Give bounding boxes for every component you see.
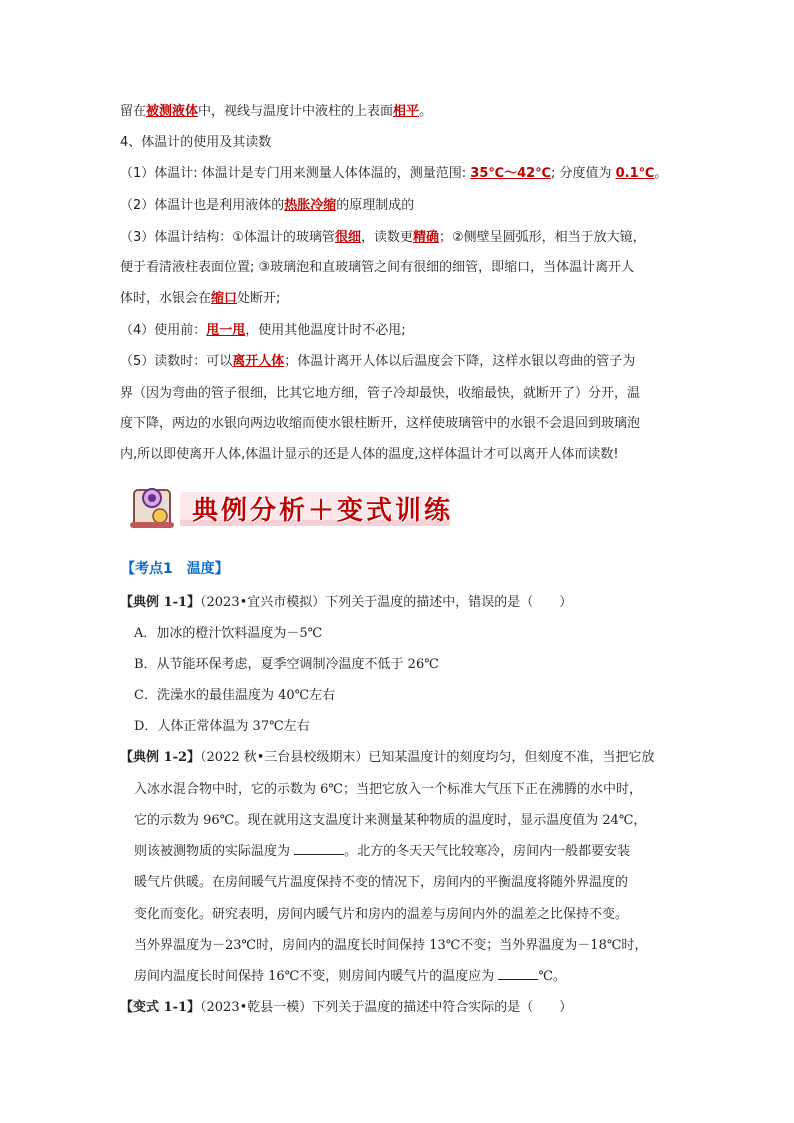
option-c: C．洗澡水的最佳温度为 40℃左右 [134, 688, 336, 703]
note-p3a [120, 228, 646, 248]
keyword-division: 0.1℃ [615, 166, 655, 181]
answer-blank-2[interactable] [498, 967, 538, 980]
keyword: 热胀冷缩 [284, 198, 337, 213]
keyword: 甩一甩 [206, 323, 246, 338]
text: （1）体温计: 体温计是专门用来测量人体体温的，测量范围: [120, 166, 471, 181]
text: ; 分度值为 [550, 166, 616, 181]
banner-title: 典例分析＋变式训练 [192, 496, 454, 526]
text: ，读数更 [360, 230, 413, 245]
text: （4）使用前： [120, 323, 207, 338]
section-4-heading: 4、体温计的使用及其读数 [120, 135, 272, 150]
text: 。 [419, 104, 433, 119]
example-1-2-line-3: 它的示数为 96℃。现在就用这支温度计来测量某种物质的温度时，显示温度值为 24℃， [134, 813, 647, 828]
example-1-2-line-2: 入冰水混合物中时，它的示数为 6℃；当把它放入一个标准大气压下正在沸腾的水中时， [134, 782, 642, 797]
example-1-2-line-5: 暖气片供暖。在房间暖气片温度保持不变的情况下，房间内的平衡温度将随外界温度的 [134, 875, 629, 890]
note-line-1 [120, 102, 432, 122]
text: 。 [654, 166, 668, 181]
text: 的原理制成的 [336, 198, 415, 213]
keyword-range: 35℃～42℃ [470, 166, 551, 181]
example-tag: 【典例 1-2】 [120, 750, 201, 765]
option-a: A．加冰的橙汁饮料温度为－5℃ [134, 626, 323, 641]
text: （3）体温计结构：①体温计的玻璃管 [120, 230, 335, 245]
note-p2 [120, 196, 414, 216]
example-1-1-stem [120, 593, 572, 613]
text: 。北方的冬天天气比较寒冷，房间内一般都要安装 [344, 844, 631, 859]
text: （2023•宜兴市模拟）下列关于温度的描述中，错误的是（ ） [200, 595, 573, 610]
note-p3b: 便于看清液柱表面位置; ③玻璃泡和直玻璃管之间有很细的细管，即缩口，当体温计离开人 [120, 260, 635, 275]
option-b: B．从节能环保考虑，夏季空调制冷温度不低于 26℃ [134, 657, 439, 672]
option-d: D．人体正常体温为 37℃左右 [134, 719, 310, 734]
example-1-2-line-1 [120, 748, 654, 768]
keyword: 缩口 [211, 291, 238, 306]
keyword: 相平 [393, 104, 420, 119]
note-p1 [120, 164, 667, 184]
text: ；②侧壁呈圆弧形，相当于放大镜， [438, 230, 646, 245]
note-p3c [120, 289, 280, 309]
text: 房间内温度长时间保持 16℃不变，则房间内暖气片的温度应为 [134, 969, 499, 984]
text: ；体温计离开人体以后温度会下降，这样水银以弯曲的管子为 [284, 354, 636, 369]
keyword: 很细 [334, 230, 361, 245]
text: （5）读数时：可以 [120, 354, 233, 369]
text: 中，视线与温度计中液柱的上表面 [198, 104, 394, 119]
note-p5c: 度下降，两边的水银向两边收缩而使水银柱断开，这样使玻璃管中的水银不会退回到玻璃泡 [120, 416, 641, 431]
keyword: 精确 [412, 230, 439, 245]
section-banner [124, 484, 464, 530]
text: ℃。 [538, 969, 566, 984]
example-1-2-line-6: 变化而变化。研究表明，房间内暖气片和房内的温差与房间内外的温差之比保持不变。 [134, 907, 629, 922]
text: （2022 秋•三台县校级期末）已知某温度计的刻度均匀，但刻度不准，当把它放 [200, 750, 655, 765]
note-p5a [120, 352, 635, 372]
keyword: 离开人体 [232, 354, 285, 369]
text: （2）体温计也是利用液体的 [120, 198, 285, 213]
note-p5b: 界（因为弯曲的管子很细，比其它地方细，管子冷却最快，收缩最快，就断开了）分开，温 [120, 386, 641, 401]
text: （2023•乾县一模）下列关于温度的描述中符合实际的是（ ） [200, 1000, 573, 1015]
text: 则该被测物质的实际温度为 [134, 844, 295, 859]
answer-blank-1[interactable] [294, 842, 344, 855]
variant-tag: 【变式 1-1】 [120, 1000, 201, 1015]
topic-heading: 【考点1 温度】 [121, 561, 229, 577]
note-p5d: 内,所以即使离开人体,体温计显示的还是人体的温度,这样体温计才可以离开人体而读数! [120, 447, 619, 462]
scroll-icon [126, 484, 180, 530]
example-tag: 【典例 1-1】 [120, 595, 201, 610]
text: 处断开; [237, 291, 281, 306]
example-1-2-line-4 [134, 842, 630, 862]
text: 留在 [120, 104, 147, 119]
keyword: 被测液体 [146, 104, 199, 119]
text: 体时，水银会在 [120, 291, 212, 306]
note-p4 [120, 321, 406, 341]
text: ，使用其他温度计时不必甩; [245, 323, 406, 338]
example-1-2-line-7: 当外界温度为－23℃时，房间内的温度长时间保持 13℃不变；当外界温度为－18℃时， [134, 938, 648, 953]
example-1-2-line-8 [134, 967, 566, 987]
variant-1-1-stem [120, 998, 572, 1018]
